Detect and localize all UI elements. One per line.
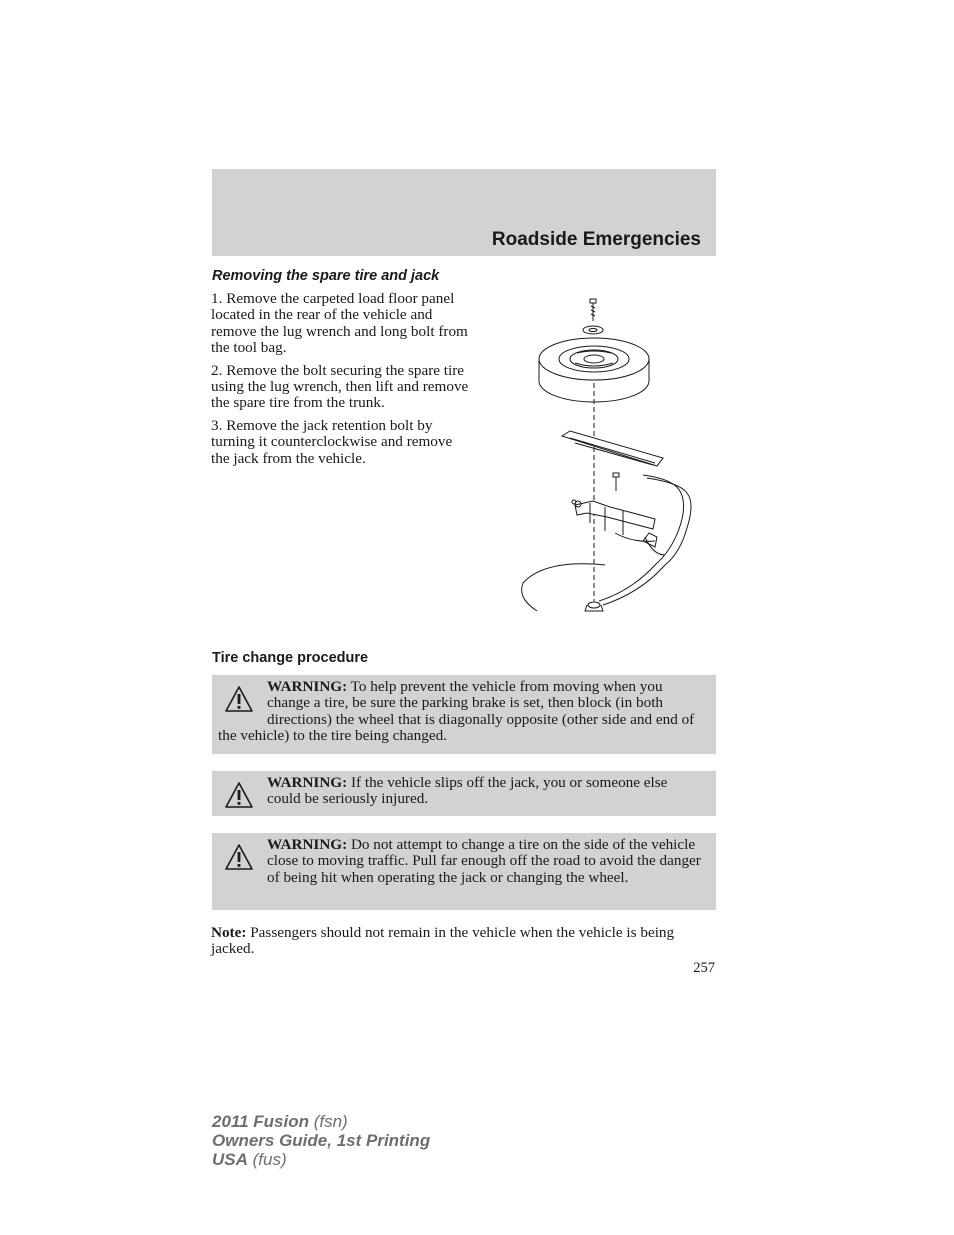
note-text: Passengers should not remain in the vehicle when the vehicle is being jacked. xyxy=(211,924,675,958)
footer-edition: Owners Guide, 1st Printing xyxy=(212,1131,431,1150)
warning-box-jack-slip xyxy=(212,771,716,816)
warning-box-traffic xyxy=(212,833,716,910)
footer-model-code: (fsn) xyxy=(309,1112,348,1131)
subsection-heading-tire-change: Tire change procedure xyxy=(212,650,369,666)
warning-label: WARNING: xyxy=(267,836,348,853)
warning-triangle-icon xyxy=(224,781,254,809)
warning-label: WARNING: xyxy=(267,678,348,695)
page-number: 257 xyxy=(693,960,715,976)
document-footer xyxy=(212,1112,430,1169)
footer-market-code: (fus) xyxy=(247,1150,287,1169)
subsection-heading-removing-spare: Removing the spare tire and jack xyxy=(212,268,440,284)
warning-label: WARNING: xyxy=(267,774,348,791)
warning-triangle-icon xyxy=(224,843,254,871)
removal-steps xyxy=(211,291,469,473)
warning-text: Do not attempt to change a tire on the side of the vehicle close to moving traffic. Pull far enough off the road to avoid the danger of being hit when operating the jack or changing the wheel. xyxy=(267,836,701,886)
note-passengers xyxy=(211,925,711,958)
spare-tire-and-jack-illustration xyxy=(515,293,700,618)
section-title: Roadside Emergencies xyxy=(491,229,701,250)
warning-text: To help prevent the vehicle from moving when you change a tire, be sure the parking brake is set, then block (in both directions) the wheel that is diagonally opposite (other side and end of the vehicle) to the tire being changed. xyxy=(218,678,695,745)
footer-model: 2011 Fusion xyxy=(212,1112,309,1131)
section-header-band xyxy=(212,169,716,256)
step-3: 3. Remove the jack retention bolt by turning it counterclockwise and remove the jack from the vehicle. xyxy=(211,416,453,467)
footer-market: USA xyxy=(212,1150,248,1169)
warning-box-parking-brake xyxy=(212,675,716,754)
step-1: 1. Remove the carpeted load floor panel located in the rear of the vehicle and remove the lug wrench and long bolt from the tool bag. xyxy=(211,290,468,357)
warning-text: If the vehicle slips off the jack, you or someone else could be seriously injured. xyxy=(267,774,668,808)
step-2: 2. Remove the bolt securing the spare tire using the lug wrench, then lift and remove the spare tire from the trunk. xyxy=(211,361,469,412)
note-label: Note: xyxy=(211,924,247,941)
warning-triangle-icon xyxy=(224,685,254,713)
